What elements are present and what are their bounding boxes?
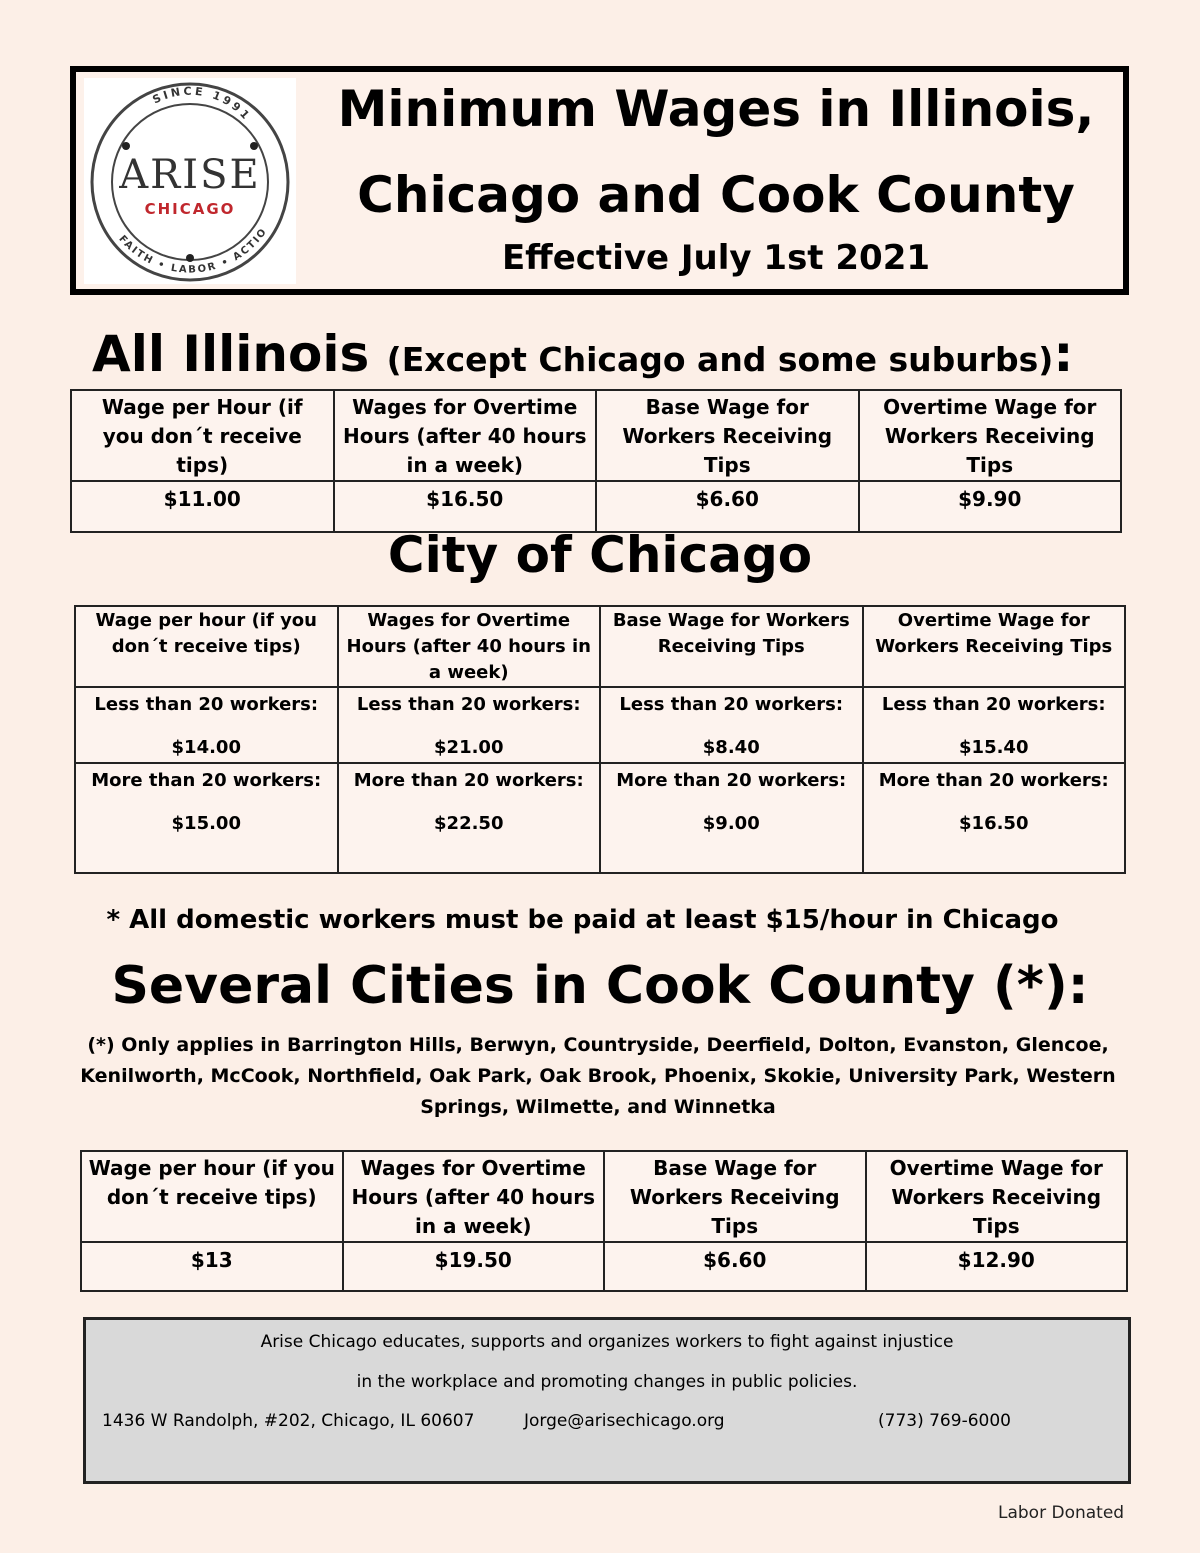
- less-than-20-label: Less than 20 workers:: [881, 694, 1106, 715]
- logo-motto-text: FAITH • LABOR • ACTIO: [116, 225, 270, 276]
- table-header-cell: Wage per Hour (if you don´t receive tips): [71, 390, 334, 481]
- wage-value: $9.00: [702, 813, 760, 834]
- table-header-cell: Base Wage for Workers Receiving Tips: [596, 390, 859, 481]
- effective-date: Effective July 1st 2021: [501, 238, 931, 278]
- cook-county-wage-table: [80, 1150, 1128, 1292]
- table-header-cell: Wages for Overtime Hours (after 40 hours in a week): [338, 606, 601, 687]
- wage-value: $15.00: [171, 813, 241, 834]
- wage-value: $22.50: [434, 813, 504, 834]
- chicago-wage-table: [74, 605, 1126, 874]
- labor-donated-note: Labor Donated: [998, 1503, 1125, 1523]
- title-line-2: Chicago and Cook County: [357, 166, 1075, 224]
- table-header-cell: Wages for Overtime Hours (after 40 hours in a week): [334, 390, 597, 481]
- less-than-20-cell: [600, 687, 863, 763]
- illinois-wage-table: [70, 389, 1122, 533]
- table-header-cell: Overtime Wage for Workers Receiving Tips: [866, 1151, 1128, 1242]
- less-than-20-label: Less than 20 workers:: [94, 694, 319, 715]
- cook-county-heading: Several Cities in Cook County (*):: [111, 956, 1089, 1016]
- footer-phone: (773) 769-6000: [878, 1411, 1011, 1431]
- more-than-20-label: More than 20 workers:: [616, 770, 847, 791]
- less-than-20-label: Less than 20 workers:: [356, 694, 581, 715]
- illinois-heading-sub: (Except Chicago and some suburbs): [386, 340, 1054, 379]
- wage-value-cell: $9.90: [859, 481, 1122, 532]
- table-row: [75, 763, 1125, 873]
- table-header-cell: Wage per hour (if you don´t receive tips): [81, 1151, 343, 1242]
- wage-value-cell: $6.60: [604, 1242, 866, 1291]
- table-header-cell: Base Wage for Workers Receiving Tips: [604, 1151, 866, 1242]
- footer-address: 1436 W Randolph, #202, Chicago, IL 60607: [102, 1411, 475, 1431]
- table-row: [75, 687, 1125, 763]
- more-than-20-cell: [863, 763, 1126, 873]
- less-than-20-cell: [75, 687, 338, 763]
- table-row: [71, 481, 1121, 532]
- wage-value: $21.00: [434, 737, 504, 758]
- wage-value-cell: $6.60: [596, 481, 859, 532]
- table-header-cell: Base Wage for Workers Receiving Tips: [600, 606, 863, 687]
- wage-value: $15.40: [959, 737, 1029, 758]
- title-line-1: Minimum Wages in Illinois,: [337, 80, 1095, 138]
- wage-value: $16.50: [959, 813, 1029, 834]
- less-than-20-cell: [863, 687, 1126, 763]
- arise-chicago-logo: [84, 78, 296, 284]
- illinois-heading-main: All Illinois: [92, 325, 370, 383]
- header-box: [70, 66, 1129, 295]
- logo-seal-icon: [84, 78, 296, 284]
- more-than-20-label: More than 20 workers:: [878, 770, 1109, 791]
- table-header-cell: Wage per hour (if you don´t receive tips): [75, 606, 338, 687]
- less-than-20-cell: [338, 687, 601, 763]
- wage-value-cell: $12.90: [866, 1242, 1128, 1291]
- logo-city: CHICAGO: [144, 200, 236, 218]
- wage-value-cell: $11.00: [71, 481, 334, 532]
- domestic-workers-note: * All domestic workers must be paid at least $15/hour in Chicago: [106, 905, 1059, 935]
- footer-email[interactable]: Jorge@arisechicago.org: [524, 1411, 725, 1431]
- table-row: [81, 1242, 1127, 1291]
- table-header-cell: Wages for Overtime Hours (after 40 hours in a week): [343, 1151, 605, 1242]
- illinois-heading: [92, 325, 1073, 383]
- more-than-20-cell: [338, 763, 601, 873]
- cook-county-cities-note: (*) Only applies in Barrington Hills, Berwyn, Countryside, Deerfield, Dolton, Evanston, Glencoe, Kenilworth, McCook, Northfield, Oak Park, Oak Brook, Phoenix, Skokie, University Park, Western Springs, Wilmette, and Winnetka: [80, 1034, 1116, 1118]
- table-header-cell: Overtime Wage for Workers Receiving Tips: [859, 390, 1122, 481]
- wage-value-cell: $19.50: [343, 1242, 605, 1291]
- more-than-20-label: More than 20 workers:: [353, 770, 584, 791]
- wage-value: $8.40: [702, 737, 760, 758]
- table-header-row: [81, 1151, 1127, 1242]
- footer-box: [83, 1317, 1131, 1484]
- table-header-cell: Overtime Wage for Workers Receiving Tips: [863, 606, 1126, 687]
- wage-value: $14.00: [171, 737, 241, 758]
- chicago-heading: City of Chicago: [387, 526, 813, 584]
- logo-name: ARISE: [119, 152, 261, 198]
- table-header-row: [71, 390, 1121, 481]
- table-header-row: [75, 606, 1125, 687]
- wage-value-cell: $16.50: [334, 481, 597, 532]
- illinois-heading-colon: :: [1053, 325, 1074, 383]
- logo-since-text: SINCE 1991: [150, 84, 254, 124]
- wage-value-cell: $13: [81, 1242, 343, 1291]
- footer-mission-line-2: in the workplace and promoting changes in public policies.: [356, 1372, 858, 1392]
- more-than-20-cell: [600, 763, 863, 873]
- less-than-20-label: Less than 20 workers:: [619, 694, 844, 715]
- footer-mission-line-1: Arise Chicago educates, supports and organizes workers to fight against injustice: [260, 1332, 954, 1352]
- more-than-20-cell: [75, 763, 338, 873]
- more-than-20-label: More than 20 workers:: [91, 770, 322, 791]
